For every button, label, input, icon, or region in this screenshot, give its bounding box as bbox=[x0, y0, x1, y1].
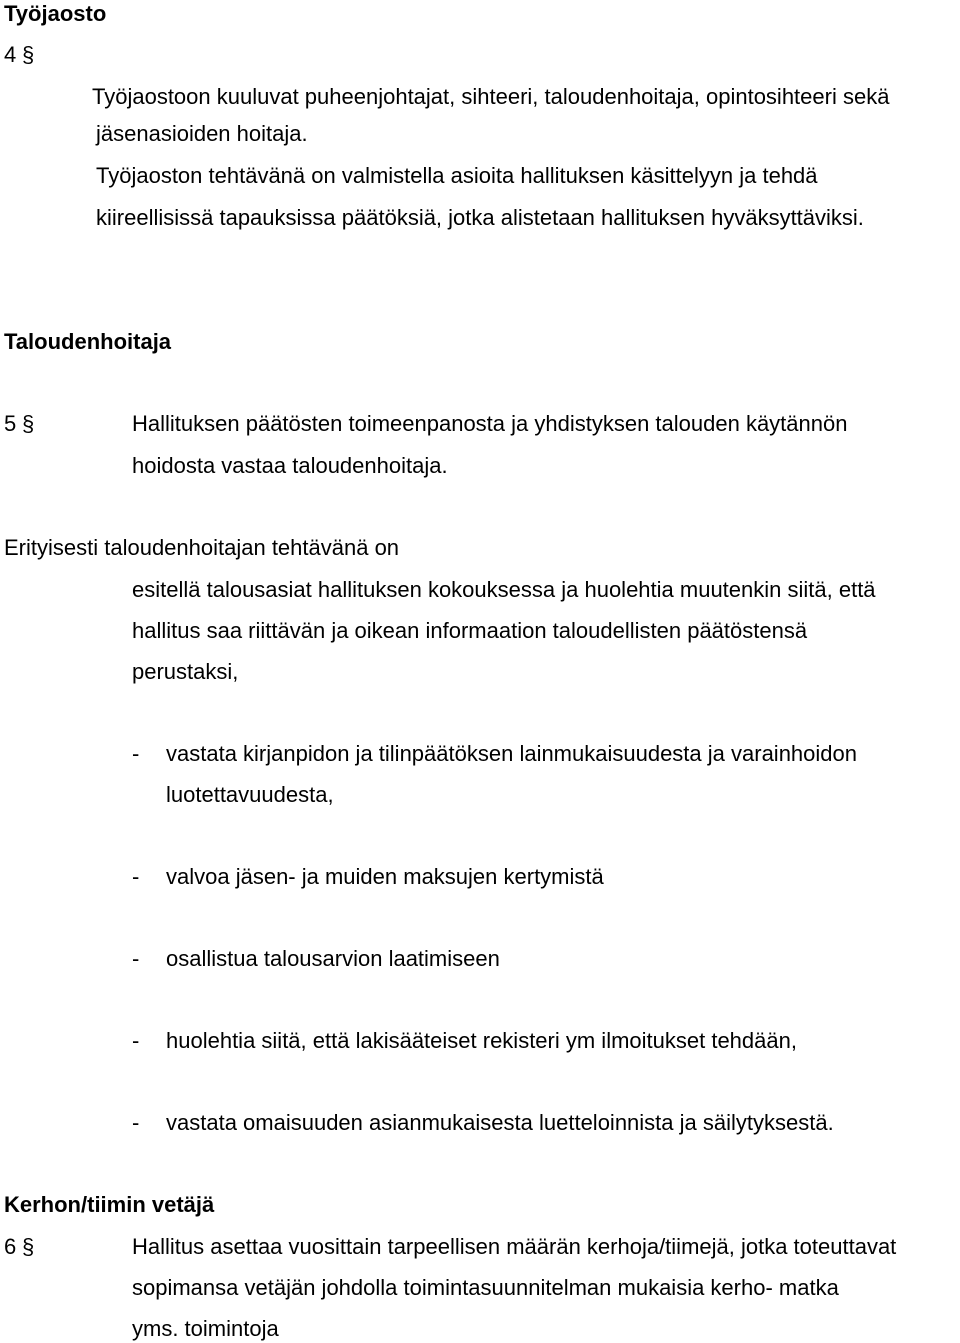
section-sign: § bbox=[22, 42, 35, 67]
section-number: 6 bbox=[4, 1234, 17, 1259]
text-line: hoidosta vastaa taloudenhoitaja. bbox=[132, 453, 448, 478]
bullet-dash: - bbox=[132, 741, 140, 766]
list-item: vastata omaisuuden asianmukaisesta luetteloinnista ja säilytyksestä. bbox=[166, 1110, 834, 1135]
text-line: jäsenasioiden hoitaja. bbox=[96, 121, 308, 146]
list-item: valvoa jäsen- ja muiden maksujen kertymistä bbox=[166, 864, 604, 889]
text-line: kiireellisissä tapauksissa päätöksiä, jotka alistetaan hallituksen hyväksyttäviksi. bbox=[96, 205, 864, 230]
text-line: perustaksi, bbox=[132, 659, 239, 684]
text-line: yms. toimintoja bbox=[132, 1316, 279, 1341]
section-sign: § bbox=[22, 411, 35, 436]
section-sign: § bbox=[22, 1234, 35, 1259]
bullet-dash: - bbox=[132, 1028, 140, 1053]
list-item: osallistua talousarvion laatimiseen bbox=[166, 946, 500, 971]
section-heading-taloudenhoitaja: Taloudenhoitaja bbox=[4, 329, 172, 354]
list-item: vastata kirjanpidon ja tilinpäätöksen lainmukaisuudesta ja varainhoidon bbox=[166, 741, 857, 766]
section-number: 4 bbox=[4, 42, 17, 67]
text-line: Työjaoston tehtävänä on valmistella asioita hallituksen käsittelyyn ja tehdä bbox=[96, 163, 818, 188]
bullet-dash: - bbox=[132, 1110, 140, 1135]
text-line: Hallitus asettaa vuosittain tarpeellisen määrän kerhoja/tiimejä, jotka toteuttavat bbox=[132, 1234, 897, 1259]
section-number: 5 bbox=[4, 411, 17, 436]
text-line: esitellä talousasiat hallituksen kokouksessa ja huolehtia muutenkin siitä, että bbox=[132, 577, 876, 602]
section-heading-tyojaosto: Työjaosto bbox=[4, 1, 107, 26]
intro-text: Erityisesti taloudenhoitajan tehtävänä on bbox=[4, 535, 400, 560]
list-item: luotettavuudesta, bbox=[166, 782, 334, 807]
bullet-dash: - bbox=[132, 864, 140, 889]
bullet-dash: - bbox=[132, 946, 140, 971]
text-line: Työjaostoon kuuluvat puheenjohtajat, sihteeri, taloudenhoitaja, opintosihteeri sekä bbox=[92, 84, 890, 109]
list-item: huolehtia siitä, että lakisääteiset rekisteri ym ilmoitukset tehdään, bbox=[166, 1028, 797, 1053]
text-line: hallitus saa riittävän ja oikean informaation taloudellisten päätöstensä bbox=[132, 618, 808, 643]
text-line: Hallituksen päätösten toimeenpanosta ja yhdistyksen talouden käytännön bbox=[132, 411, 848, 436]
section-heading-kerhon-vetaja: Kerhon/tiimin vetäjä bbox=[4, 1192, 215, 1217]
text-line: sopimansa vetäjän johdolla toimintasuunnitelman mukaisia kerho- matka bbox=[132, 1275, 839, 1300]
